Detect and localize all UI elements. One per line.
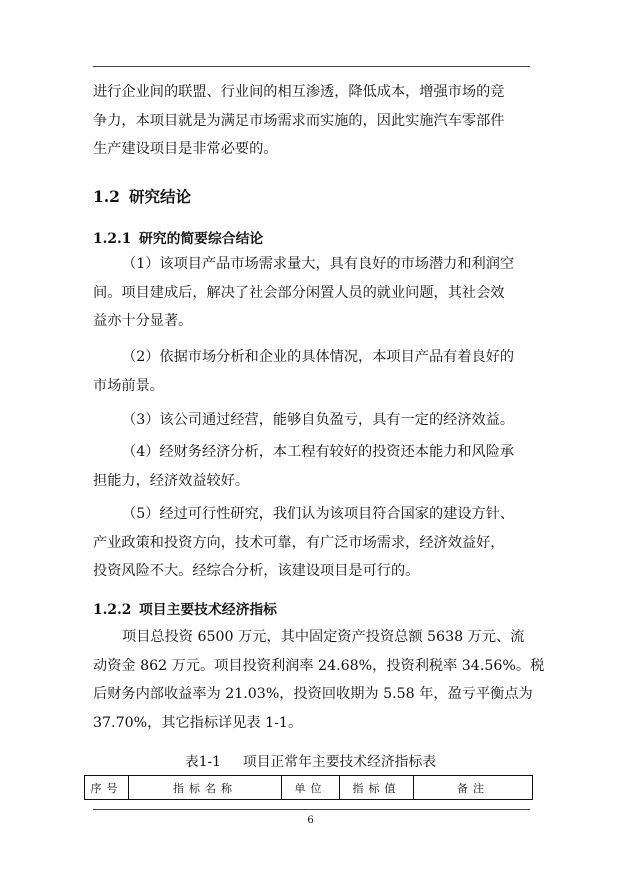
conclusion-line: （3）该公司通过经营，能够自负盈亏，具有一定的经济效益。	[122, 412, 515, 428]
section-heading	[93, 185, 191, 207]
indicator-line: 动资金 862 万元。项目投资利润率 24.68%，投资利税率 34.56%。税	[93, 657, 545, 674]
intro-line: 生产建设项目是非常必要的。	[93, 141, 278, 157]
conclusion-paragraph	[93, 438, 530, 495]
indicator-table	[84, 775, 533, 800]
conclusion-line: （5）经过可行性研究，我们认为该项目符合国家的建设方针、	[122, 506, 515, 522]
page-number: 6	[307, 815, 314, 826]
intro-line: 进行企业间的联盟、行业间的相互渗透，降低成本，增强市场的竞	[93, 84, 505, 100]
conclusion-line: 间。项目建成后，解决了社会部分闲置人员的就业问题，其社会效	[93, 284, 505, 301]
column-header-indicator-value: 指标值	[340, 776, 414, 800]
conclusion-line: 投资风险不大。经综合分析，该建设项目是可行的。	[93, 563, 420, 579]
conclusion-line: （4）经财务经济分析，本工程有较好的投资还本能力和风险承	[122, 444, 515, 460]
conclusion-line: （1）该项目产品市场需求量大，具有良好的市场潜力和利润空	[122, 256, 515, 272]
column-header-number: 序号	[85, 776, 129, 800]
table-caption	[0, 750, 621, 770]
table-caption-number: 表1-1	[184, 754, 221, 770]
subsection-title: 研究的简要综合结论	[139, 231, 264, 247]
section-title: 研究结论	[129, 187, 192, 206]
conclusion-line: （2）依据市场分析和企业的具体情况，本项目产品有着良好的	[122, 349, 515, 365]
intro-line: 争力，本项目就是为满足市场需求而实施的，因此实施汽车零部件	[93, 112, 505, 129]
table-header-row	[85, 776, 533, 800]
conclusion-paragraph	[93, 500, 530, 586]
column-header-indicator-name: 指标名称	[129, 776, 282, 800]
indicator-line: 项目总投资 6500 万元，其中固定资产投资总额 5638 万元、流	[122, 629, 525, 645]
indicator-line: 37.70%，其它指标详见表 1-1。	[93, 714, 303, 731]
column-header-unit: 单位	[282, 776, 340, 800]
conclusion-line: 市场前景。	[93, 377, 164, 394]
intro-paragraph	[93, 78, 530, 164]
section-number: 1.2	[93, 187, 120, 206]
column-header-remarks: 备注	[414, 776, 533, 800]
table-caption-title: 项目正常年主要技术经济指标表	[242, 754, 437, 770]
subsection-title: 项目主要技术经济指标	[139, 602, 277, 618]
conclusion-paragraph	[93, 343, 530, 400]
conclusion-line: 担能力，经济效益较好。	[93, 472, 250, 489]
conclusion-line: 益亦十分显著。	[93, 313, 193, 329]
header-rule	[93, 66, 530, 67]
subsection-heading	[93, 598, 277, 618]
conclusion-paragraph	[93, 250, 530, 336]
subsection-number: 1.2.1	[93, 231, 132, 247]
subsection-heading	[93, 227, 263, 247]
subsection-number: 1.2.2	[93, 602, 132, 618]
footer-rule	[93, 809, 530, 810]
indicator-paragraph	[93, 623, 545, 737]
conclusion-paragraph	[93, 406, 530, 435]
indicator-line: 后财务内部收益率为 21.03%，投资回收期为 5.58 年，盈亏平衡点为	[93, 686, 533, 702]
conclusion-line: 产业政策和投资方向，技术可靠，有广泛市场需求，经济效益好，	[93, 534, 505, 551]
